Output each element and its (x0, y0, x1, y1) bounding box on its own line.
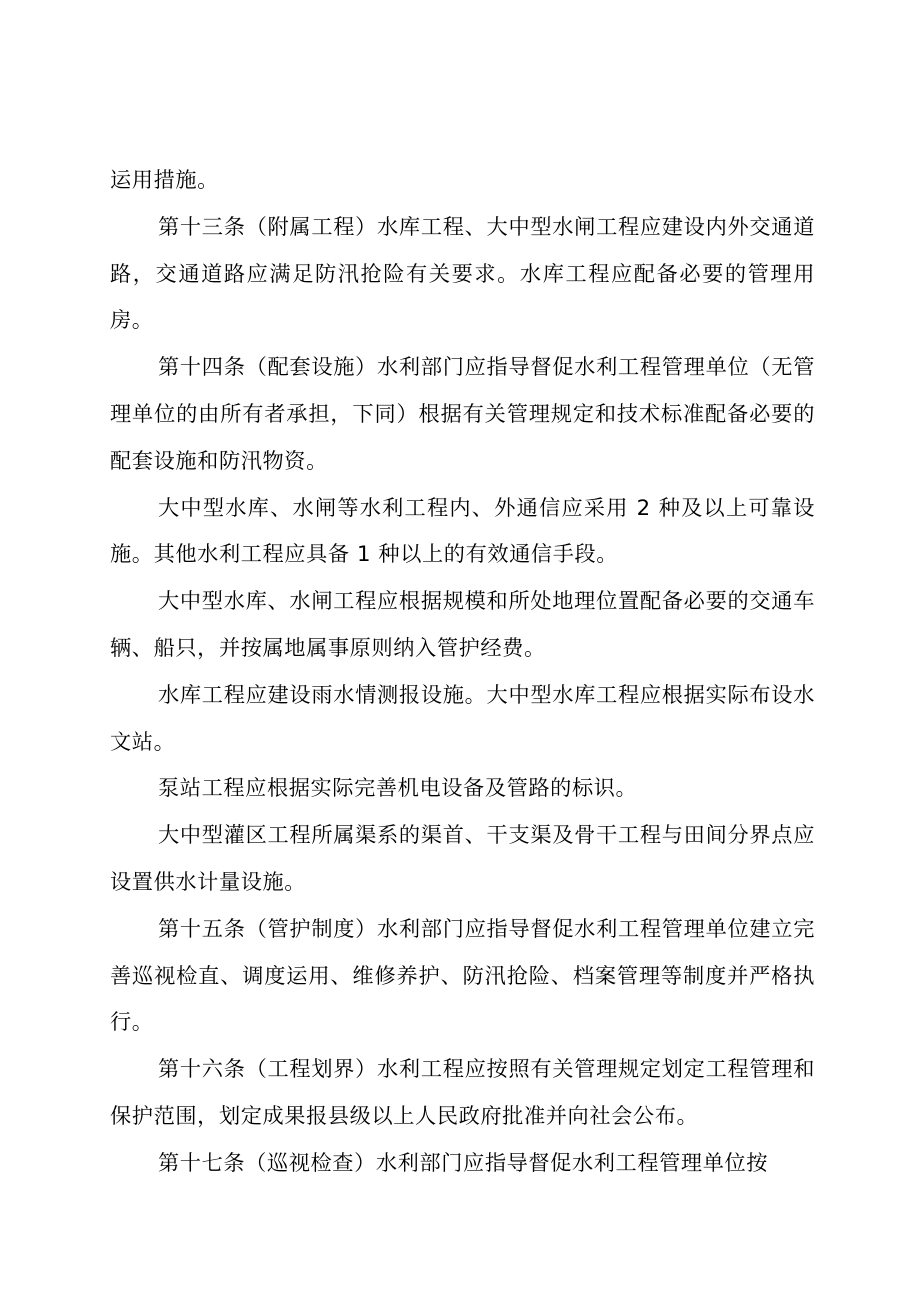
paragraph-irrigation: 大中型灌区工程所属渠系的渠首、干支渠及骨干工程与田间分界点应设置供水计量设施。 (110, 822, 815, 894)
paragraph-communication: 大中型水库、水闸等水利工程内、外通信应采用 2 种及以上可靠设施。其他水利工程应具备 1 种以上的有效通信手段。 (110, 494, 815, 567)
paragraph-article-14: 第十四条（配套设施）水利部门应指导督促水利工程管理单位（无管理单位的由所有者承担，下同）根据有关管理规定和技术标准配备必要的配套设施和防汛物资。 (110, 354, 815, 473)
paragraph-article-13: 第十三条（附属工程）水库工程、大中型水闸工程应建设内外交通道路，交通道路应满足防汛抢险有关要求。水库工程应配备必要的管理用房。 (110, 213, 815, 333)
paragraph-continuation: 运用措施。 (110, 167, 219, 192)
paragraph-article-17: 第十七条（巡视检查）水利部门应指导督促水利工程管理单位按 (158, 1149, 769, 1175)
paragraph-article-15: 第十五条（管护制度）水利部门应指导督促水利工程管理单位建立完善巡视检直、调度运用、维修养护、防汛抢险、档案管理等制度并严格执行。 (110, 915, 815, 1035)
paragraph-article-16: 第十六条（工程划界）水利工程应按照有关管理规定划定工程管理和保护范围，划定成果报县级以上人民政府批准并向社会公布。 (110, 1056, 815, 1128)
paragraph-vehicles: 大中型水库、水闸工程应根据规模和所处地理位置配备必要的交通车辆、船只，并按属地属事原则纳入管护经费。 (110, 588, 815, 660)
paragraph-pump-station: 泵站工程应根据实际完善机电设备及管路的标识。 (158, 775, 638, 801)
document-page (110, 157, 815, 1187)
paragraph-hydrology: 水库工程应建设雨水情测报设施。大中型水库工程应根据实际布设水文站。 (110, 681, 815, 754)
